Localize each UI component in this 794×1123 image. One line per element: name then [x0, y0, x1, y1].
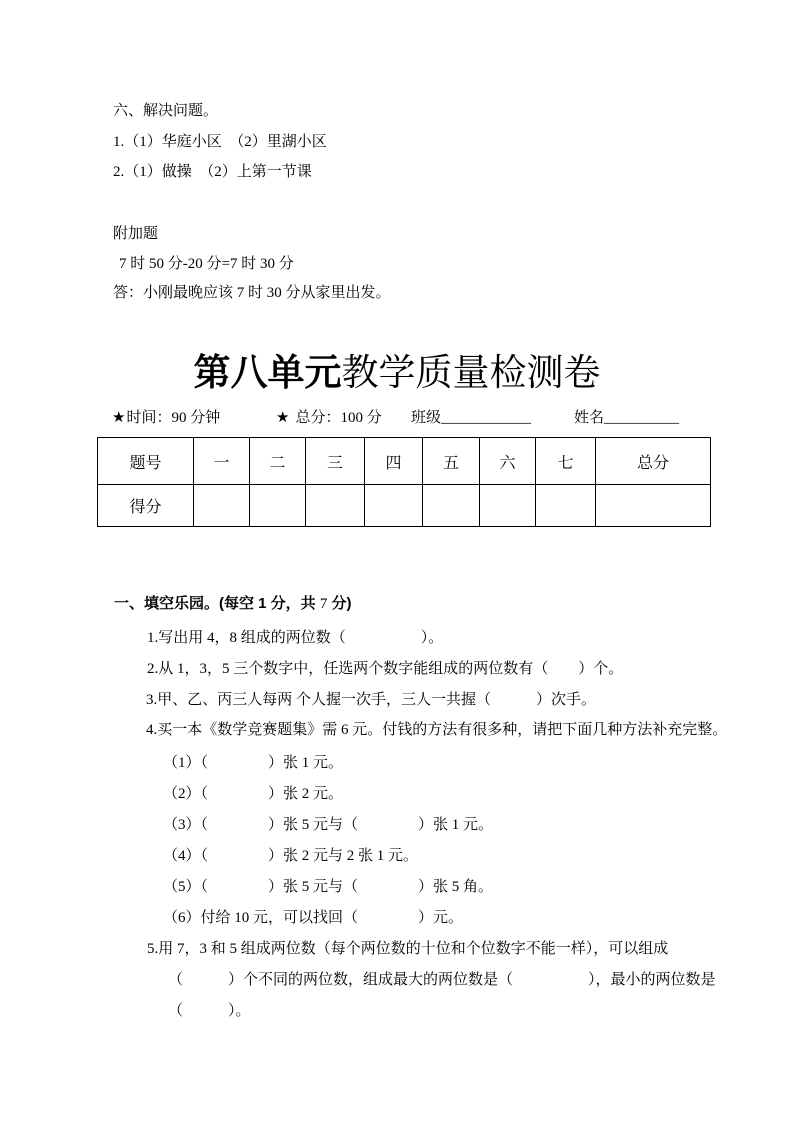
question-4-sub-4: （4）（ ）张 2 元与 2 张 1 元。: [163, 848, 419, 864]
score-cell: [194, 485, 250, 527]
score-table-header-cell: 总分: [596, 438, 711, 485]
score-table-header-cell: 二: [250, 438, 306, 485]
question-4: 4.买一本《数学竞赛题集》需 6 元。付钱的方法有很多种，请把下面几种方法补充完整。: [146, 722, 728, 738]
question-3: 3.甲、乙、丙三人每两 个人握一次手，三人一共握（ ）次手。: [146, 692, 597, 708]
time-info-text: 时间：90 分钟: [126, 410, 221, 426]
question-5-line-1: 5.用 7，3 和 5 组成两位数（每个两位数的十位和个位数字不能一样），可以组成: [147, 941, 669, 957]
score-cell: [250, 485, 306, 527]
question-5-line-3: （ ）。: [168, 1003, 251, 1019]
answers-section-heading: 六、解决问题。: [113, 103, 219, 119]
score-table-score-row: [98, 485, 711, 527]
score-table-header-cell: 一: [194, 438, 250, 485]
question-4-sub-6: （6）付给 10 元，可以找回（ ）元。: [163, 910, 464, 926]
question-1: 1.写出用 4，8 组成的两位数（ ）。: [147, 630, 444, 646]
question-4-sub-3: （3）（ ）张 5 元与（ ）张 1 元。: [163, 817, 494, 833]
score-cell: [596, 485, 711, 527]
score-cell: [480, 485, 536, 527]
score-table-header-cell: 三: [306, 438, 365, 485]
score-table-header-cell: 五: [423, 438, 480, 485]
section-one-heading-text: 一、填空乐园。(每空 1 分，共: [114, 595, 320, 612]
answer-line-1: 1.（1）华庭小区 （2）里湖小区: [113, 134, 327, 150]
question-2: 2.从 1，3，5 三个数字中，任选两个数字能组成的两位数有（ ）个。: [147, 661, 624, 677]
title-unit: 第八单元: [193, 352, 342, 393]
question-4-sub-2: （2）（ ）张 2 元。: [163, 786, 344, 802]
star-icon: ★: [276, 410, 290, 426]
question-4-sub-5: （5）（ ）张 5 元与（ ）张 5 角。: [163, 879, 494, 895]
score-table-header-cell: 四: [365, 438, 423, 485]
bonus-answer: 答：小刚最晚应该 7 时 30 分从家里出发。: [113, 285, 391, 301]
star-icon: ★: [112, 410, 126, 426]
score-table-header-cell: 六: [480, 438, 536, 485]
question-5-line-2: （ ）个不同的两位数，组成最大的两位数是（ ），最小的两位数是: [168, 972, 716, 988]
section-one-heading: [114, 594, 352, 614]
total-score-text: 总分：100 分: [295, 410, 382, 426]
total-score-info: [276, 408, 382, 428]
score-table-header-cell: 七: [536, 438, 596, 485]
title-subject: 教学质量检测卷: [341, 353, 601, 394]
score-cell: [365, 485, 423, 527]
section-one-heading-points: 7: [319, 596, 328, 612]
score-table-header-cell: 题号: [98, 438, 194, 485]
score-cell: [536, 485, 596, 527]
name-field: 姓名__________: [574, 410, 680, 426]
paper-title: [0, 350, 794, 397]
bonus-heading: 附加题: [113, 226, 159, 242]
question-4-sub-1: （1）（ ）张 1 元。: [163, 755, 344, 771]
answer-line-2: 2.（1）做操 （2）上第一节课: [113, 164, 312, 180]
score-cell: [423, 485, 480, 527]
section-one-heading-tail: 分): [327, 595, 352, 612]
time-info: [112, 408, 220, 428]
bonus-calculation: 7 时 50 分-20 分=7 时 30 分: [119, 256, 294, 272]
score-table-header-row: [98, 438, 711, 485]
score-table: [97, 437, 711, 527]
class-field: 班级____________: [411, 410, 532, 426]
score-label-cell: 得分: [98, 485, 194, 527]
score-cell: [306, 485, 365, 527]
